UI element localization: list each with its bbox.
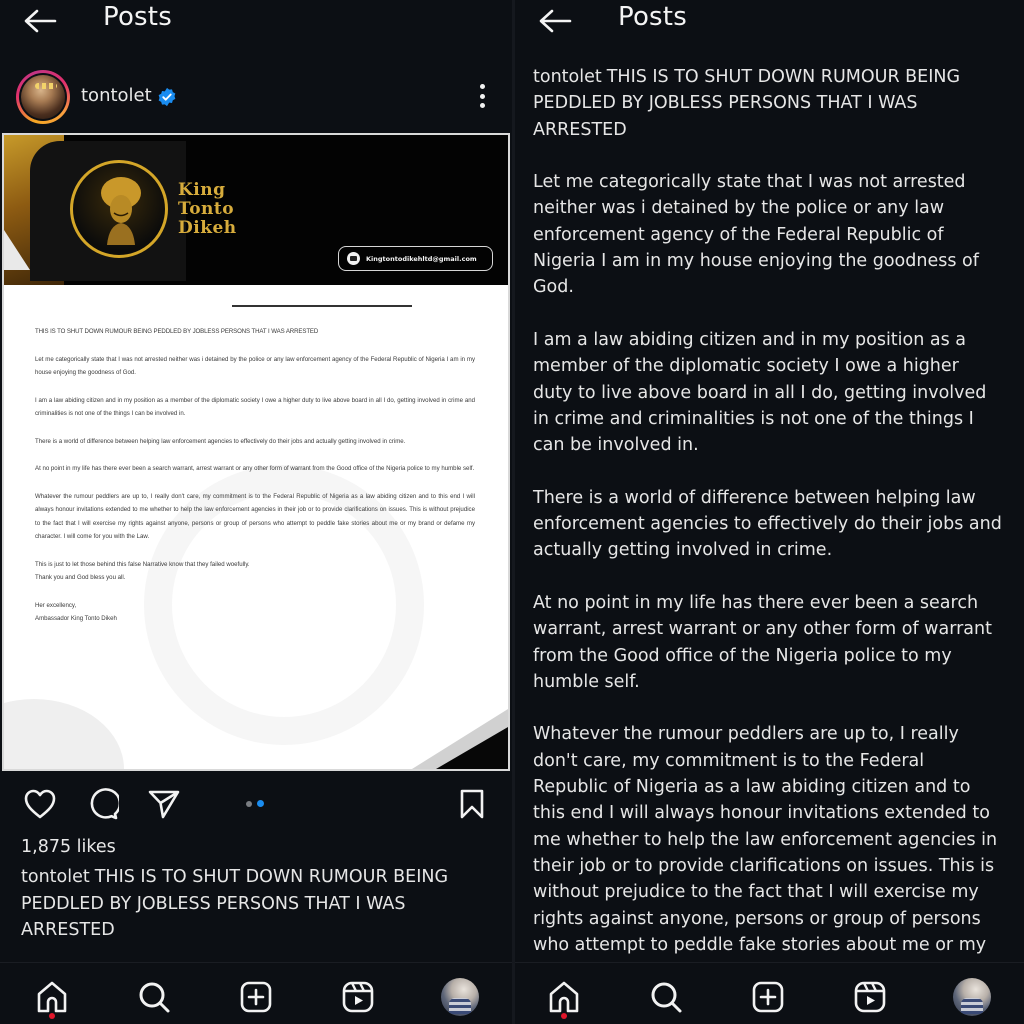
bottom-nav [515,962,1024,1024]
document-paragraph: Whatever the rumour peddlers are up to, I really don't care, my commitment is to the Federal Republic of Nigeria as a law abiding citizen and to this end I will always honour invitations extended to me whether to help the law enforcement agencies in their job or to provide clarifications on issues. This is without prejudice to the fact that I will exercise my rights against anyone, persons or group of persons who attempt to peddle fake stories about me or my brand or defame my character. I will come for you with the Law. [35,492,475,540]
caption-username[interactable]: tontolet [21,867,90,887]
document-paragraph: Let me categorically state that I was not arrested neither was i detained by the police or any law enforcement agency of the Federal Republic of Nigeria I am in my house enjoying the goodness of God. [35,355,475,376]
bottom-nav [0,962,512,1024]
bookmark-icon [457,788,487,820]
post-header [0,68,512,126]
brand-logo [70,160,168,258]
carousel-dot-active [257,800,264,807]
reels-icon [341,980,375,1014]
nav-home[interactable] [544,977,584,1017]
home-icon [547,980,581,1014]
email-badge: Kingtontodikehltd@gmail.com [338,246,493,271]
letterhead-banner [4,135,508,285]
document-heading: THIS IS TO SHUT DOWN RUMOUR BEING PEDDLED BY JOBLESS PERSONS THAT I WAS ARRESTED [35,328,319,335]
notification-dot [561,1013,567,1019]
caption-paragraph: At no point in my life has there ever been a search warrant, arrest warrant or any other form of warrant from the Good office of the Nigeria police to my humble self. [533,592,992,692]
document-signature: Her excellency, Ambassador King Tonto Dikeh [35,601,117,622]
nav-reels[interactable] [338,977,378,1017]
nav-create[interactable] [236,977,276,1017]
caption-username[interactable]: tontolet [533,67,602,87]
more-options-button[interactable] [474,82,490,110]
page-title: Posts [103,2,172,32]
top-bar [515,0,1024,42]
page-title: Posts [618,2,687,32]
expanded-caption [533,64,1003,984]
nav-create[interactable] [748,977,788,1017]
document-paragraph: There is a world of difference between helping law enforcement agencies to effectively do their jobs and actually getting involved in crime. [35,437,406,445]
nav-search[interactable] [646,977,686,1017]
caption-text: THIS IS TO SHUT DOWN RUMOUR BEING PEDDLED BY JOBLESS PERSONS THAT I WAS ARRESTED [21,867,449,940]
post-actions [0,782,512,826]
plus-square-icon [751,980,785,1014]
caption-title: tontolet THIS IS TO SHUT DOWN RUMOUR BEING PEDDLED BY JOBLESS PERSONS THAT I WAS ARRESTED [533,67,961,140]
document-paragraph: I am a law abiding citizen and in my position as a member of the diplomatic society I owe a higher duty to live above board in all I do, getting involved in crime and criminalities is not one of the things I can be involved in. [35,396,475,417]
nav-home[interactable] [32,977,72,1017]
top-bar [0,0,512,42]
back-button[interactable] [537,6,573,36]
send-icon [147,788,181,820]
caption-paragraph: Whatever the rumour peddlers are up to, I really don't care, my commitment is to the Federal Republic of Nigeria as a law abiding citizen and to this end I will always honour invitations extended to me whether to help the law enforcement agencies in their job or to provide clarifications on issues. This is without prejudice to the fact that I will exercise my rights against anyone, persons or group of persons who attempt to peddle fake stories about me or my [533,724,998,955]
heart-icon [23,788,57,820]
share-button[interactable] [146,786,182,822]
caption-paragraph: There is a world of difference between helping law enforcement agencies to effectively do their jobs and actually getting involved in crime. [533,487,1002,561]
post-image-document[interactable] [2,133,510,771]
brand-name: King Tonto Dikeh [178,180,237,238]
avatar-image [21,75,65,119]
search-icon [137,980,171,1014]
save-button[interactable] [454,786,490,822]
search-icon [649,980,683,1014]
nav-profile[interactable] [440,977,480,1017]
arrow-left-icon [23,9,57,33]
avatar[interactable] [16,70,70,124]
document-paragraph: At no point in my life has there ever been a search warrant, arrest warrant or any other form of warrant from the Good office of the Nigeria police to my humble self. [35,465,475,472]
portrait-icon [97,175,145,245]
caption-paragraph: Let me categorically state that I was not arrested neither was i detained by the police or any law enforcement agency of the Federal Republic of Nigeria I am in my house enjoying the goodness of God. [533,172,979,298]
plus-square-icon [239,980,273,1014]
post-caption[interactable] [21,864,491,944]
document-body [35,325,475,626]
nav-reels[interactable] [850,977,890,1017]
divider-line [232,305,412,307]
verified-badge-icon [157,87,177,107]
nav-search[interactable] [134,977,174,1017]
home-icon [35,980,69,1014]
caption-paragraph: I am a law abiding citizen and in my position as a member of the diplomatic society I owe a higher duty to live above board in all I do, getting involved in crime and criminalities is not one of the things I can be involved in. [533,329,987,456]
post-username[interactable]: tontolet [81,85,152,106]
likes-count[interactable]: 1,875 likes [21,837,116,857]
reels-icon [853,980,887,1014]
like-button[interactable] [22,786,58,822]
more-vertical-icon [480,84,485,89]
mail-icon [347,252,360,265]
comment-button[interactable] [84,786,120,822]
document-closing: This is just to let those behind this false Narrative know that they failed woefully. Thank you and God bless you all. [35,560,250,581]
back-button[interactable] [22,6,58,36]
carousel-dot [246,801,252,807]
right-screen [515,0,1024,1024]
profile-avatar [441,978,479,1016]
nav-profile[interactable] [952,977,992,1017]
carousel-indicator [246,800,264,807]
notification-dot [49,1013,55,1019]
profile-avatar [953,978,991,1016]
arrow-left-icon [538,9,572,33]
comment-icon [85,787,119,821]
